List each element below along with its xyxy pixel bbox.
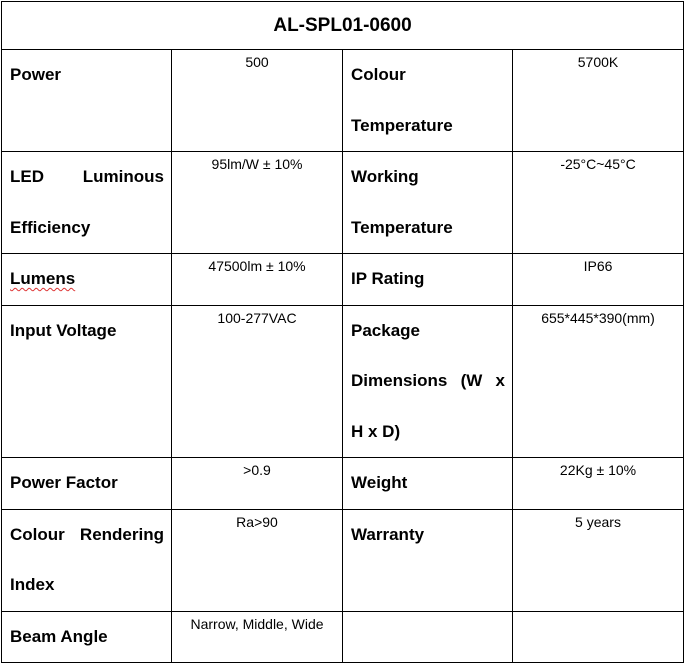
value-led-luminous-efficiency: 95lm/W ± 10% <box>172 152 343 254</box>
label-colour-temperature: Colour Temperature <box>343 50 513 152</box>
value-input-voltage: 100-277VAC <box>172 305 343 458</box>
value-package-dimensions: 655*445*390(mm) <box>513 305 684 458</box>
value-warranty: 5 years <box>513 509 684 611</box>
value-power-factor: >0.9 <box>172 458 343 510</box>
label-power: Power <box>2 50 172 152</box>
value-power: 500 <box>172 50 343 152</box>
title-row <box>2 2 684 50</box>
value-ip-rating: IP66 <box>513 254 684 306</box>
table-row <box>2 458 684 510</box>
value-weight: 22Kg ± 10% <box>513 458 684 510</box>
label-warranty: Warranty <box>343 509 513 611</box>
label-input-voltage: Input Voltage <box>2 305 172 458</box>
table-row <box>2 152 684 254</box>
label-colour-rendering-index: Colour Rendering Index <box>2 509 172 611</box>
label-ip-rating: IP Rating <box>343 254 513 306</box>
table-row <box>2 50 684 152</box>
value-beam-angle: Narrow, Middle, Wide <box>172 611 343 663</box>
label-empty <box>343 611 513 663</box>
label-lumens: Lumens <box>2 254 172 306</box>
value-lumens: 47500lm ± 10% <box>172 254 343 306</box>
spec-table <box>1 1 684 663</box>
label-beam-angle: Beam Angle <box>2 611 172 663</box>
label-working-temperature: Working Temperature <box>343 152 513 254</box>
label-package-dimensions: Package Dimensions (W x H x D) <box>343 305 513 458</box>
value-colour-temperature: 5700K <box>513 50 684 152</box>
table-row <box>2 254 684 306</box>
label-power-factor: Power Factor <box>2 458 172 510</box>
table-row <box>2 305 684 458</box>
value-working-temperature: -25°C~45°C <box>513 152 684 254</box>
table-row <box>2 611 684 663</box>
value-colour-rendering-index: Ra>90 <box>172 509 343 611</box>
table-row <box>2 509 684 611</box>
label-led-luminous-efficiency: LED Luminous Efficiency <box>2 152 172 254</box>
label-weight: Weight <box>343 458 513 510</box>
value-empty <box>513 611 684 663</box>
table-title: AL-SPL01-0600 <box>2 2 684 50</box>
